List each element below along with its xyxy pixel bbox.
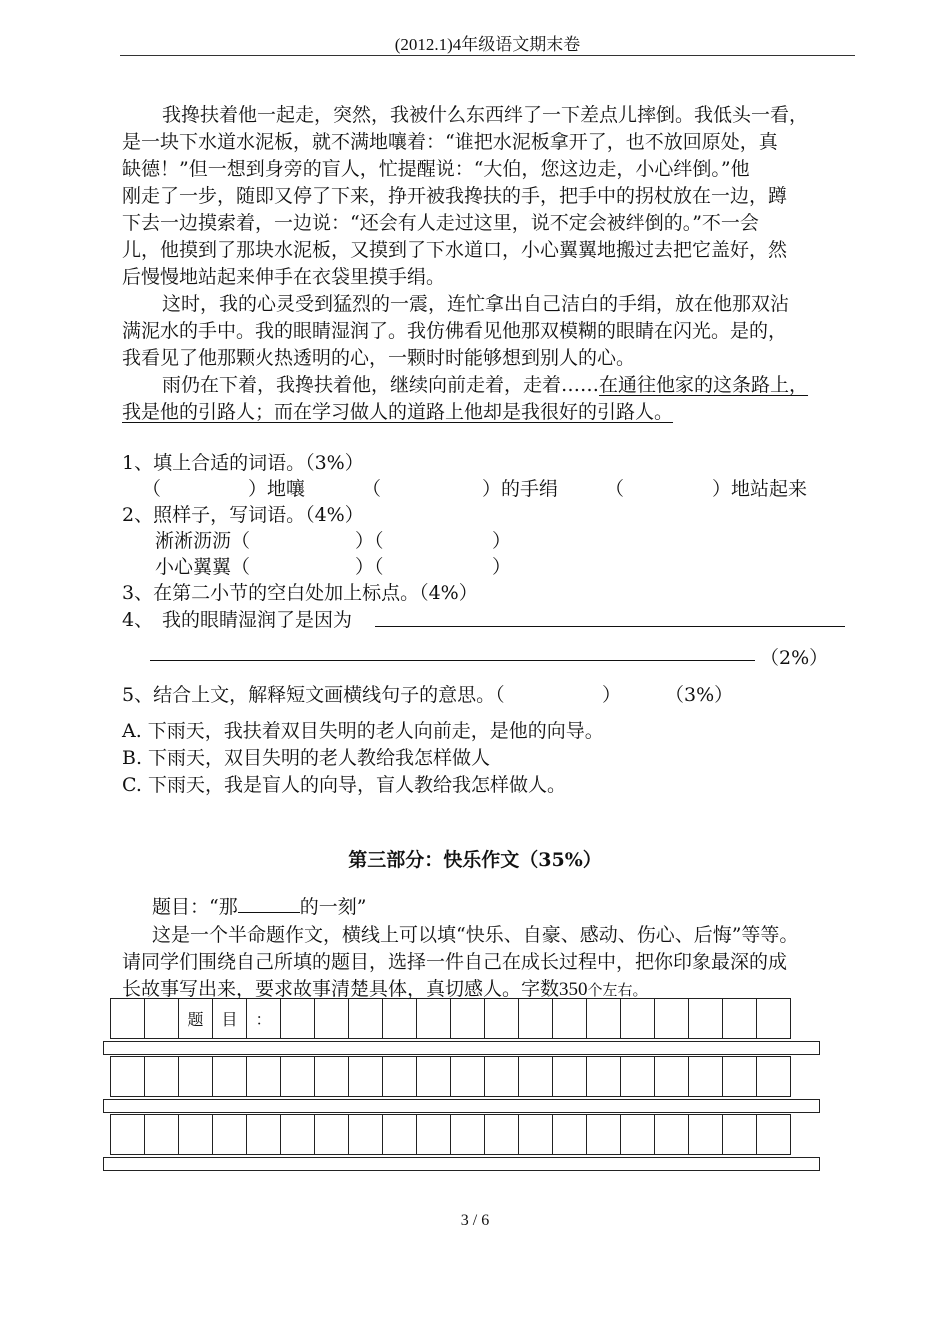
grid-cell[interactable] (689, 1057, 723, 1097)
grid-cell[interactable] (485, 1115, 519, 1155)
q5-score: （3%） (665, 684, 734, 706)
grid-cell[interactable] (383, 1057, 417, 1097)
q1-word: ）的手绢 (482, 478, 559, 500)
essay-desc-line (122, 974, 648, 1001)
grid-cell[interactable] (213, 1057, 247, 1097)
underlined-sentence: 在通往他家的这条路上， (599, 374, 809, 396)
grid-cell[interactable] (553, 999, 587, 1039)
q1-word: ）地嚷 (248, 478, 306, 500)
grid-gap (103, 1041, 820, 1055)
grid-cell[interactable] (689, 1115, 723, 1155)
grid-cell[interactable] (349, 1115, 383, 1155)
grid-cell-label: 目 (213, 999, 247, 1039)
question-1: 1、填上合适的词语。（3%） (122, 452, 364, 474)
grid-cell[interactable] (281, 1057, 315, 1097)
q2-paren: ） (492, 530, 512, 552)
grid-cell[interactable] (451, 1057, 485, 1097)
question-2: 2、照样子，写词语。（4%） (122, 504, 364, 526)
grid-cell[interactable] (519, 1057, 553, 1097)
grid-cell[interactable] (247, 1115, 281, 1155)
grid-cell[interactable] (553, 1057, 587, 1097)
grid-cell[interactable] (723, 999, 757, 1039)
grid-cell[interactable] (145, 1057, 179, 1097)
grid-cell[interactable] (587, 999, 621, 1039)
answer-line[interactable] (150, 660, 755, 661)
grid-gap (103, 1157, 820, 1171)
grid-cell[interactable] (757, 1115, 791, 1155)
passage-line: 缺德！”但一想到身旁的盲人，忙提醒说：“大伯，您这边走，小心绊倒。”他 (122, 158, 750, 180)
q2-paren: ）（ (355, 530, 384, 552)
grid-cell[interactable] (451, 1115, 485, 1155)
grid-cell[interactable] (621, 1057, 655, 1097)
passage-line: 这时，我的心灵受到猛烈的一震，连忙拿出自己洁白的手绢，放在他那双沾 (162, 293, 790, 315)
grid-cell[interactable] (179, 1057, 213, 1097)
option-a: A. 下雨天，我扶着双目失明的老人向前走，是他的向导。 (122, 720, 604, 742)
grid-cell[interactable] (111, 999, 145, 1039)
essay-desc-line: 这是一个半命题作文，横线上可以填“快乐、自豪、感动、伤心、后悔”等等。 (152, 924, 799, 946)
grid-cell[interactable] (417, 1057, 451, 1097)
grid-cell-label: ： (247, 999, 281, 1039)
passage-text: 雨仍在下着，我搀扶着他，继续向前走着，走着…… (162, 374, 600, 396)
q1-paren-open: （ (142, 478, 162, 500)
grid-cell[interactable] (315, 1057, 349, 1097)
option-b: B. 下雨天，双目失明的老人教给我怎样做人 (122, 747, 491, 769)
grid-cell-label: 题 (179, 999, 213, 1039)
topic-prefix: 题目：“那 (152, 896, 238, 918)
grid-cell[interactable] (485, 999, 519, 1039)
grid-cell[interactable] (349, 999, 383, 1039)
grid-cell[interactable] (587, 1057, 621, 1097)
grid-cell[interactable] (417, 1115, 451, 1155)
section-title: 第三部分：快乐作文（35%） (348, 849, 602, 871)
q2-example: 小心翼翼（ (155, 556, 251, 578)
passage-line: 下去一边摸索着，一边说：“还会有人走过这里，说不定会被绊倒的。”不一会 (122, 212, 759, 234)
grid-gap (103, 1099, 820, 1113)
grid-cell[interactable] (485, 1057, 519, 1097)
grid-cell[interactable] (145, 1115, 179, 1155)
grid-cell[interactable] (723, 1115, 757, 1155)
grid-cell[interactable] (383, 999, 417, 1039)
underlined-sentence: 我是他的引路人；而在学习做人的道路上他却是我很好的引路人。 (122, 401, 674, 423)
topic-blank[interactable] (238, 896, 300, 913)
passage-line: 后慢慢地站起来伸手在衣袋里摸手绢。 (122, 266, 446, 288)
word-count: 350 (559, 979, 588, 1000)
grid-cell[interactable] (757, 999, 791, 1039)
grid-cell[interactable] (315, 1115, 349, 1155)
essay-desc-line: 请同学们围绕自己所填的题目，选择一件自己在成长过程中，把你印象最深的成 (122, 951, 788, 973)
page-number: 3 / 6 (460, 1212, 490, 1229)
essay-topic (152, 892, 366, 919)
grid-cell[interactable] (315, 999, 349, 1039)
grid-cell[interactable] (621, 999, 655, 1039)
grid-cell[interactable] (281, 999, 315, 1039)
q5-paren: ） (602, 684, 622, 706)
grid-cell[interactable] (417, 999, 451, 1039)
page-header: (2012.1)4年级语文期末卷 (394, 35, 581, 54)
grid-cell[interactable] (519, 999, 553, 1039)
grid-cell[interactable] (655, 1057, 689, 1097)
passage-line: 刚走了一步，随即又停了下来，挣开被我搀扶的手，把手中的拐杖放在一边，蹲 (122, 185, 788, 207)
grid-cell[interactable] (111, 1057, 145, 1097)
grid-cell[interactable] (587, 1115, 621, 1155)
writing-grid-row-3[interactable] (110, 1114, 791, 1155)
grid-cell[interactable] (281, 1115, 315, 1155)
answer-line[interactable] (375, 626, 845, 627)
grid-cell[interactable] (655, 999, 689, 1039)
question-3: 3、在第二小节的空白处加上标点。（4%） (122, 582, 478, 604)
passage-line (162, 370, 808, 397)
q2-paren: ）（ (355, 556, 384, 578)
option-c: C. 下雨天，我是盲人的向导，盲人教给我怎样做人。 (122, 774, 566, 796)
q1-paren-open: （ (605, 478, 625, 500)
passage-line: 我看见了他那颗火热透明的心，一颗时时能够想到别人的心。 (122, 347, 636, 369)
grid-cell[interactable] (145, 999, 179, 1039)
grid-cell[interactable] (723, 1057, 757, 1097)
passage-line: 儿，他摸到了那块水泥板，又摸到了下水道口，小心翼翼地搬过去把它盖好，然 (122, 239, 788, 261)
topic-suffix: 的一刻” (299, 896, 367, 918)
writing-grid-row-2[interactable] (110, 1056, 791, 1097)
grid-cell[interactable] (757, 1057, 791, 1097)
grid-cell[interactable] (519, 1115, 553, 1155)
grid-cell[interactable] (383, 1115, 417, 1155)
grid-cell[interactable] (689, 999, 723, 1039)
header-rule (120, 55, 855, 56)
grid-cell[interactable] (179, 1115, 213, 1155)
grid-cell[interactable] (349, 1057, 383, 1097)
passage-line: 我搀扶着他一起走，突然，我被什么东西绊了一下差点儿摔倒。我低头一看， (162, 104, 809, 126)
q4-score: （2%） (760, 647, 829, 669)
grid-cell[interactable] (451, 999, 485, 1039)
grid-cell[interactable] (621, 1115, 655, 1155)
grid-cell[interactable] (553, 1115, 587, 1155)
q2-example: 淅淅沥沥（ (155, 530, 251, 552)
question-4-number: 4、 (122, 609, 154, 631)
q2-paren: ） (492, 556, 512, 578)
q1-paren-open: （ (362, 478, 382, 500)
grid-cell[interactable] (247, 1057, 281, 1097)
grid-cell[interactable] (213, 1115, 247, 1155)
question-5: 5、结合上文，解释短文画横线句子的意思。（ (122, 684, 505, 706)
grid-cell[interactable] (111, 1115, 145, 1155)
q1-word: ）地站起来 (712, 478, 808, 500)
question-4: 我的眼睛湿润了是因为 (162, 609, 353, 631)
word-count-suffix: 个左右。 (587, 981, 648, 999)
passage-line: 是一块下水道水泥板，就不满地嚷着：“谁把水泥板拿开了，也不放回原处，真 (122, 131, 778, 153)
writing-grid-row-1[interactable] (110, 998, 791, 1039)
grid-cell[interactable] (655, 1115, 689, 1155)
passage-line: 满泥水的手中。我的眼睛湿润了。我仿佛看见他那双模糊的眼睛在闪光。是的， (122, 320, 788, 342)
essay-desc-text: 长故事写出来，要求故事清楚具体，真切感人。字数 (122, 978, 560, 1000)
